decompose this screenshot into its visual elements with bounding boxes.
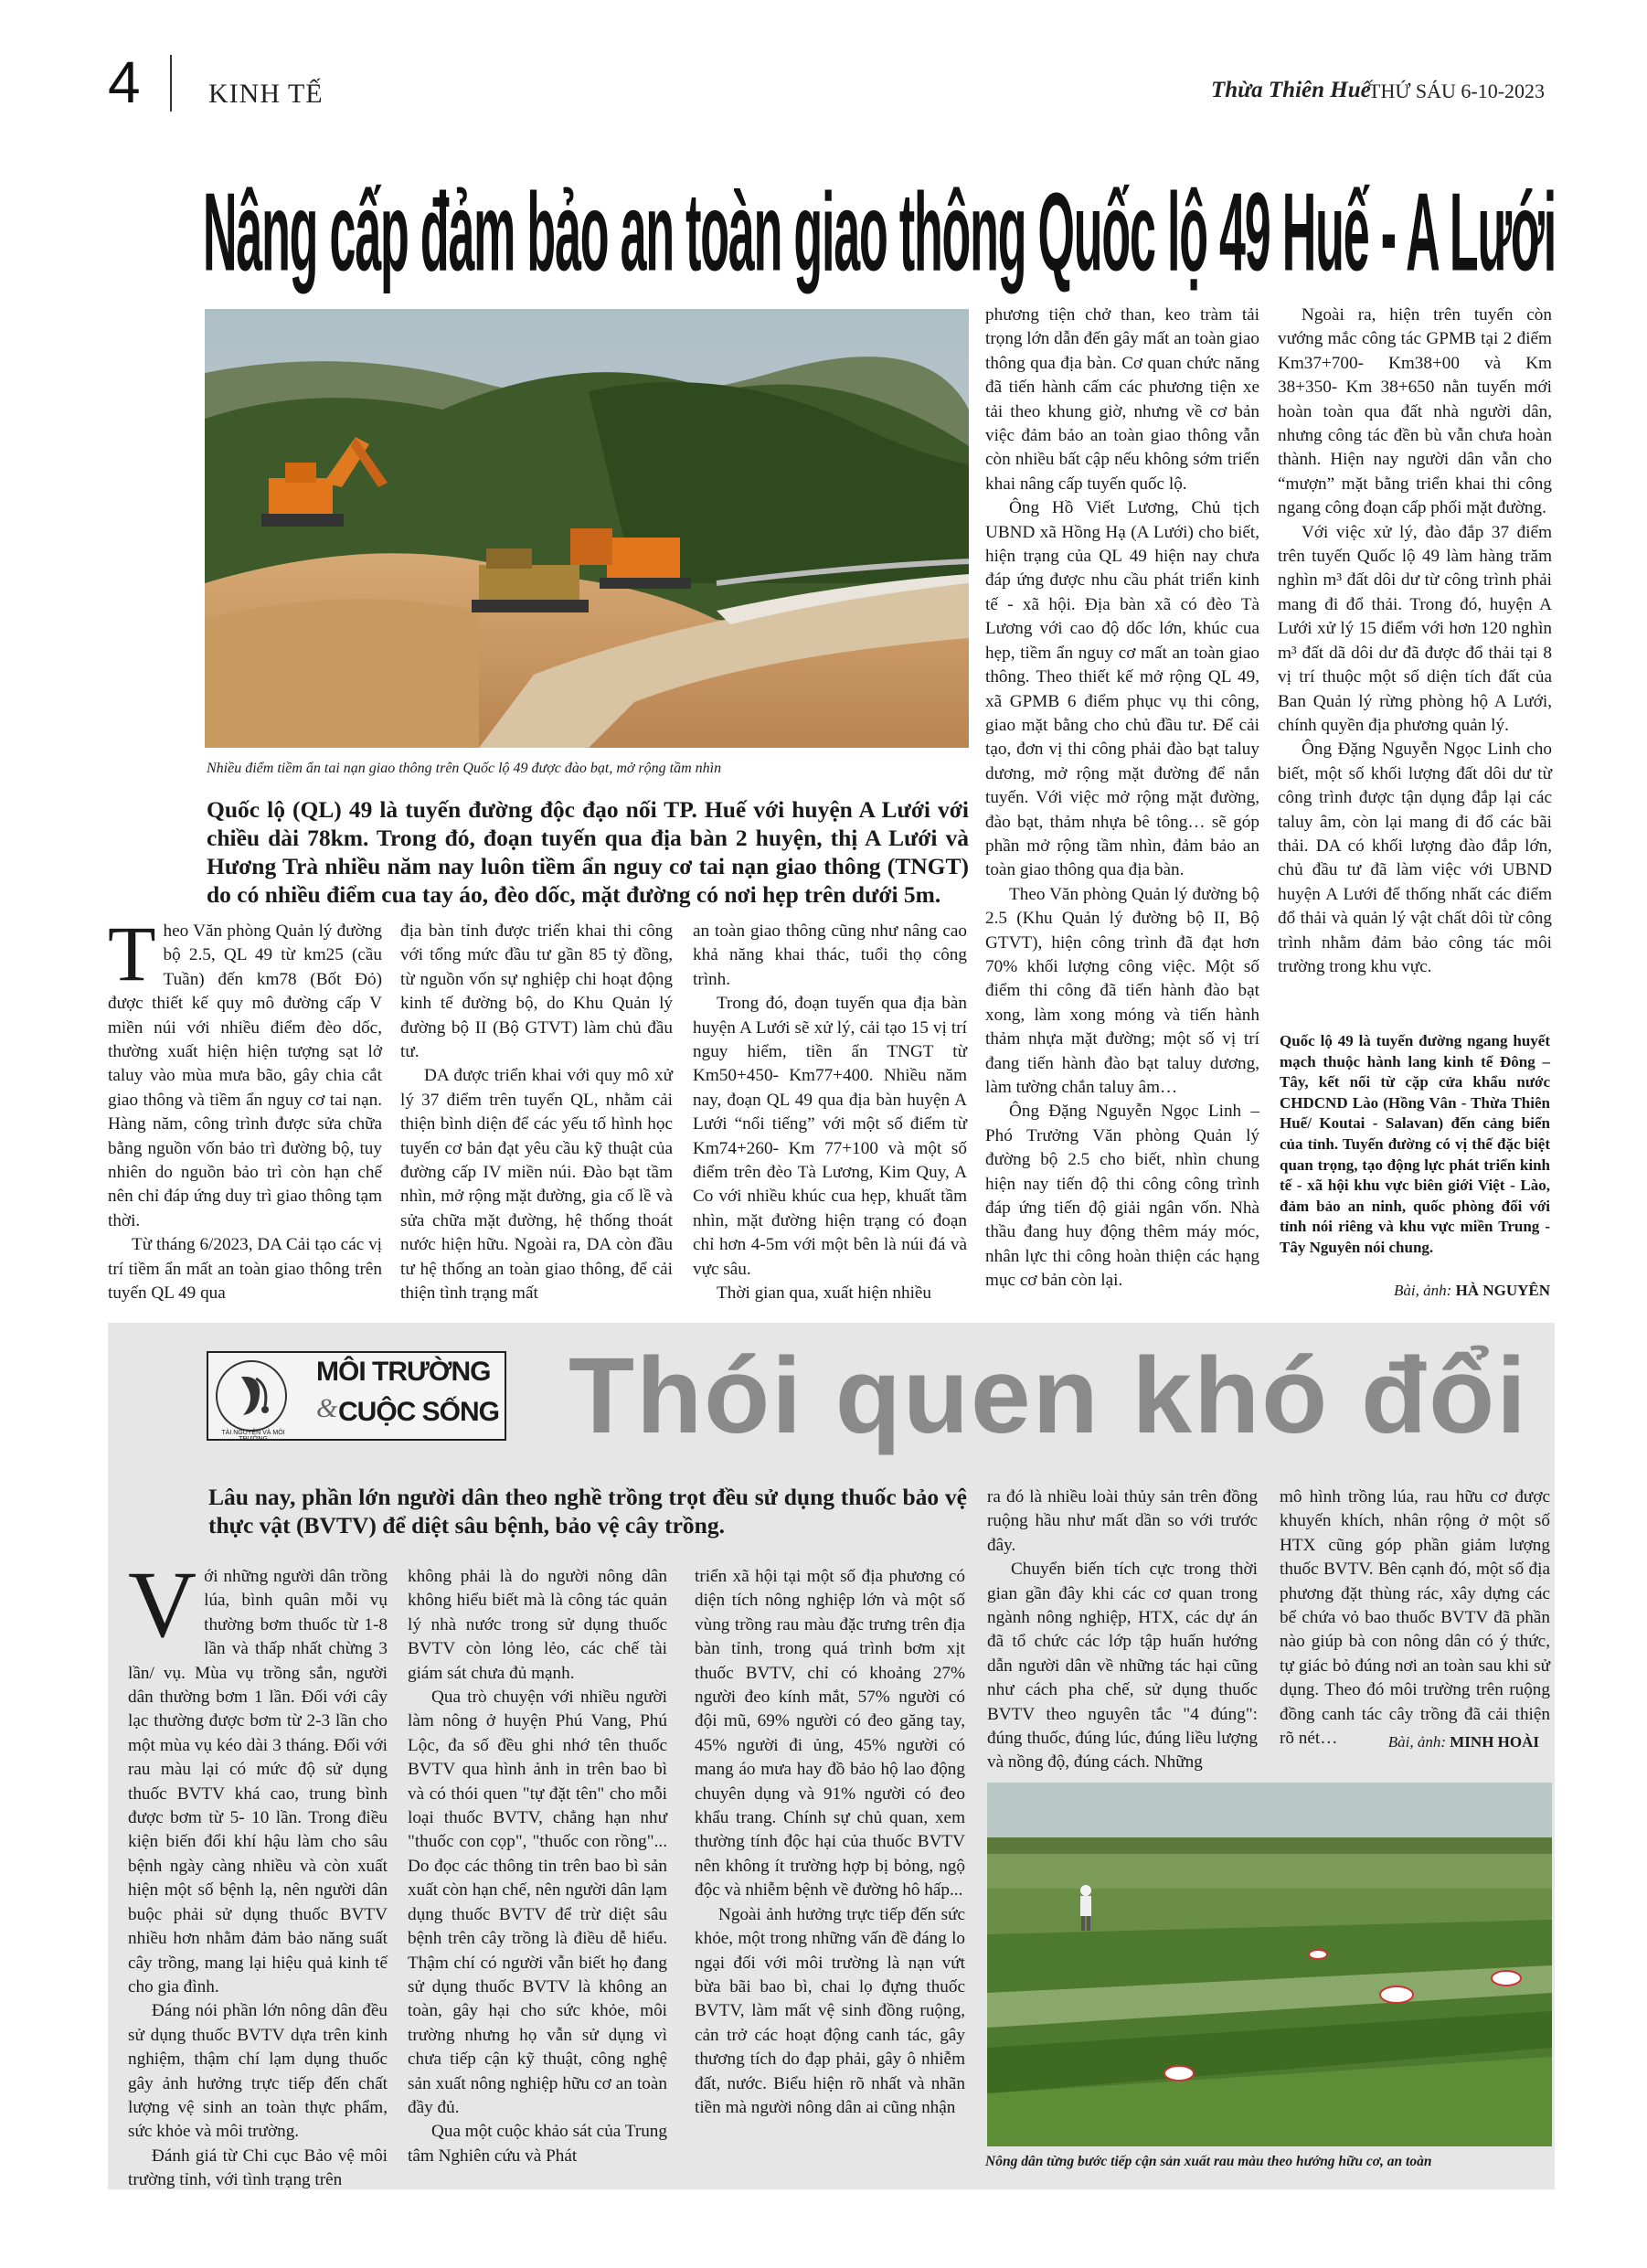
paragraph: Ông Hồ Viết Lương, Chủ tịch UBND xã Hồng Hạ (A Lưới) cho biết, hiện trạng của QL 49 hiện nay chưa đáp ứng được nhu cầu phát triển kinh tế - xã hội. Địa bàn xã có đèo Tà Lương với cao độ dốc lớn, khúc cua hẹp, tiềm ẩn nguy cơ mất an toàn giao thông. Theo thiết kế mở rộng QL 49, xã GPMB 6 điểm phục vụ thi công, giao mặt bằng cho chủ đầu tư. Để cải tạo, đơn vị thi công phải đào bạt taluy dương, mở rộng mặt đường để nắn tuyến. Với việc mở rộng mặt đường, đào bạt, thảm nhựa bê tông… sẽ góp phần mở rộng tầm nhìn, đảm bảo an toàn giao thông qua địa bàn. <box>985 498 1259 880</box>
section-label: KINH TẾ <box>208 79 324 109</box>
article1-headline: Nâng cấp đảm bảo an toàn giao thông Quốc lộ 49 Huế - A Lưới <box>203 168 1556 294</box>
paragraph: Qua một cuộc khảo sát của Trung tâm Nghiên cứu và Phát <box>408 2122 667 2166</box>
paragraph: Ngoài ra, hiện trên tuyến còn vướng mắc công tác GPMB tại 2 điểm Km37+700- Km38+00 và Km 38+350- Km 38+650 nằn tuyến mới hoàn toàn qua đất nhà người dân, nhưng công tác đền bù vẫn chưa hoàn thành. Hiện nay người dân vẫn cho “mượn” mặt bằng triển khai thi công ngang công đoạn cấp phối mặt đường. <box>1278 305 1552 518</box>
article1-col-5 <box>1278 303 1552 979</box>
paragraph: triển xã hội tại một số địa phương có diện tích nông nghiệp lớn và một số vùng trồng rau màu đặc trưng trên địa bàn tỉnh, trong quá trình bơm xịt thuốc BVTV, chỉ có khoảng 27% người đeo kính mắt, 57% người có đội mũ, 69% người có đeo găng tay, 45% người đi ủng, 45% người có mang áo mưa hay đồ bảo hộ lao động chuyên dụng và 91% người có đeo khẩu trang. Chính sự chủ quan, xem thường tính độc hại của thuốc BVTV nên không ít trường hợp bị bỏng, ngộ độc và nhiễm bệnh về đường hô hấp... <box>695 1567 965 1901</box>
article1-col-1 <box>108 910 382 1306</box>
article1-photo <box>205 309 969 748</box>
paragraph: Ngoài ảnh hưởng trực tiếp đến sức khỏe, một trong những vấn đề đáng lo ngại đối với môi trường là nạn vứt bừa bãi bao bì, chai lọ đựng thuốc BVTV, làm mất vệ sinh đồng ruộng, cản trở các hoạt động canh tác, gây thương tích do đạp phải, gây ô nhiễm đất, nước. Biểu hiện rõ nhất và nhãn tiền mà người nông dân ai cũng nhận <box>695 1904 965 2117</box>
environment-logo <box>207 1351 506 1441</box>
paragraph: heo Văn phòng Quản lý đường bộ 2.5, QL 49 từ km25 (cầu Tuần) đến km78 (Bốt Đỏ) được thiết kế quy mô đường cấp V miền núi với nhiều điểm đèo dốc, thường xuất hiện hiện tượng sạt lở taluy vào mùa mưa bão, gây chia cắt giao thông và tiềm ẩn nguy cơ tai nạn. Hàng năm, công trình được sửa chữa bằng nguồn vốn bảo trì đường bộ, tuy nhiên do nguồn bảo trì còn hạn chế nên chỉ đáp ứng duy trì giao thông tạm thời. <box>108 921 382 1230</box>
article2-photo-caption: Nông dân từng bước tiếp cận sản xuất rau màu theo hướng hữu cơ, an toàn <box>985 2154 1432 2169</box>
article1-headline-box <box>203 163 1556 294</box>
article1-lead: Quốc lộ (QL) 49 là tuyến đường độc đạo nối TP. Huế với huyện A Lưới với chiều dài 78km. Trong đó, đoạn tuyến qua địa bàn 2 huyện, thị A Lưới và Hương Trà nhiều năm nay luôn tiềm ẩn nguy cơ tai nạn giao thông (TNGT) do có nhiều điểm cua tay áo, đèo dốc, mặt đường có nơi hẹp trên dưới 5m. <box>207 796 969 908</box>
paragraph: Từ tháng 6/2023, DA Cải tạo các vị trí tiềm ẩn mất an toàn giao thông trên tuyến QL 49 qua <box>108 1235 382 1304</box>
paragraph: Chuyển biến tích cực trong thời gian gần đây khi các cơ quan trong ngành nông nghiệp, HTX, các dự án đã tổ chức các lớp tập huấn hướng dẫn người dân về những tác hại cũng như cách pha chế, sử dụng thuốc BVTV theo nguyên tắc "4 đúng": đúng thuốc, đúng lúc, đúng liều lượng và nồng độ, đúng cách. Những <box>987 1560 1258 1773</box>
dropcap-t: T <box>108 910 156 997</box>
article1-byline <box>1280 1282 1550 1300</box>
paragraph: Ông Đặng Nguyễn Ngọc Linh cho biết, một số khối lượng đất dôi dư từ công trình được tận dụng đắp lại các taluy âm, còn lại mang đi đổ các bãi thải. DA có khối lượng đào đắp lớn, chủ đầu tư đã làm việc với UBND huyện A Lưới để thống nhất các điểm đổ thải và quản lý vật chất dôi từ công trình nhằm đảm bảo công tác môi trường trong khu vực. <box>1278 740 1552 976</box>
article1-col-3 <box>693 920 967 1306</box>
paragraph: Trong đó, đoạn tuyến qua địa bàn huyện A Lưới sẽ xử lý, cải tạo 15 vị trí nguy hiểm, tiền ẩn TNGT từ Km50+450- Km77+400. Nhiều năm nay, đoạn QL 49 qua địa bàn huyện A Lưới “nổi tiếng” với một số điểm từ Km74+260- Km 77+100 và một số điểm trên đèo Tà Lương, Kim Quy, A Co với nhiều khúc cua hẹp, khuất tầm nhìn, mặt đường hiện trạng có đoạn chỉ hơn 4-5m với một bên là núi đá và vực sâu. <box>693 994 967 1279</box>
paragraph: không phải là do người nông dân không hiểu biết mà là công tác quản lý nhà nước trong sử dụng thuốc BVTV còn lỏng lẻo, các chế tài giám sát chưa đủ mạnh. <box>408 1567 667 1683</box>
paragraph: mô hình trồng lúa, rau hữu cơ được khuyến khích, nhân rộng ở một số HTX cũng góp phần giảm lượng thuốc BVTV. Bên cạnh đó, một số địa phương đặt thùng rác, xây dựng các bể chứa vỏ bao thuốc BVTV đã phần nào giúp bà con nông dân có ý thức, tự giác bỏ đúng nơi an toàn sau khi sử dụng. Theo đó môi trường trên ruộng đồng canh tác cây trồng đã cải thiện rõ nét… <box>1280 1487 1550 1749</box>
article2-photo <box>987 1783 1552 2146</box>
paragraph: DA được triển khai với quy mô xử lý 37 điểm trên tuyến QL, nhằm cải thiện bình diện để các yếu tố hình học tuyến cơ bản đạt yêu cầu kỹ thuật của đường cấp IV miền núi. Đào bạt tầm nhìn, mở rộng mặt đường, gia cố lề và sửa chữa mặt đường, hệ thống thoát nước hiện hữu. Ngoài ra, DA còn đầu tư hệ thống an toàn giao thông, để cải thiện tình trạng mất <box>400 1066 673 1304</box>
paragraph: an toàn giao thông cũng như nâng cao khả năng khai thác, tuổi thọ công trình. <box>693 921 967 989</box>
byline-name: HÀ NGUYÊN <box>1455 1282 1550 1299</box>
article2-headline: Thói quen khó đổi <box>568 1336 1528 1456</box>
paragraph: Thời gian qua, xuất hiện nhiều <box>717 1283 932 1304</box>
paragraph: ra đó là nhiều loài thủy sản trên đồng ruộng hầu như mất dần so với trước đây. <box>987 1487 1258 1555</box>
paragraph: ới những người dân trồng lúa, bình quân mỗi vụ thường bơm thuốc từ 1-8 lần và thấp nhất chừng 3 lần/ vụ. Mùa vụ trồng sắn, người dân thường bơm 1 lần. Đối với cây lạc thường được bơm từ 2-3 lần cho một mùa vụ kéo dài 3 tháng. Đối với rau màu lại có mức độ sử dụng thuốc BVTV khá cao, trung bình được bơm từ 5- 10 lần. Trong điều kiện biến đổi khí hậu làm cho sâu bệnh ngày càng nhiều và còn xuất hiện một số bệnh lạ, nên người dân buộc phải sử dụng thuốc BVTV nhiều hơn nhằm đảm bảo năng suất cây trồng, mang lại hiệu quả kinh tế cho gia đình. <box>128 1567 388 1996</box>
paragraph: Đáng nói phần lớn nông dân đều sử dụng thuốc BVTV dựa trên kinh nghiệm, thậm chí lạm dụng thuốc gây ảnh hưởng trực tiếp đến chất lượng vệ sinh an toàn thực phẩm, sức khỏe và môi trường. <box>128 2001 388 2142</box>
paragraph: Với việc xử lý, đào đắp 37 điểm trên tuyến Quốc lộ 49 làm hàng trăm nghìn m³ đất dôi dư từ công trình phải mang đi đổ thải. Trong đó, huyện A Lưới xử lý 15 điểm với hơn 120 nghìn m³ đất dã dôi dư đã được đổ thải tại 8 vị trí thuộc một số diện tích đất của Ban Quản lý rừng phòng hộ A Lưới, chính quyền địa phương quản lý. <box>1278 522 1552 735</box>
article1-note-box <box>1280 1031 1550 1259</box>
logo-circle-text: TÀI NGUYÊN VÀ MÔI TRƯỜNG <box>221 1430 285 1443</box>
byline-label: Bài, ảnh: <box>1394 1282 1452 1299</box>
paragraph: phương tiện chở than, keo tràm tải trọng lớn dẫn đến gây mất an toàn giao thông qua địa bàn. Cơ quan chức năng đã tiến hành cấm các phương tiện xe tải theo khung giờ, nhưng về cơ bản việc đảm bảo an toàn giao thông vẫn còn nhiều bất cập nếu không sớm triển khai nâng cấp tuyến quốc lộ. <box>985 305 1260 494</box>
article2-col-1 <box>128 1552 388 2193</box>
article1-col-4 <box>985 303 1259 1294</box>
article1-photo-caption: Nhiều điểm tiềm ẩn tai nạn giao thông trên Quốc lộ 49 được đào bạt, mở rộng tầm nhìn <box>207 761 722 776</box>
article2-col-3 <box>695 1565 965 2120</box>
logo-ampersand: & <box>316 1393 338 1423</box>
paragraph: Qua trò chuyện với nhiều người làm nông ở huyện Phú Vang, Phú Lộc, đa số đều ghi nhớ tên thuốc BVTV qua hình ảnh in trên bao bì và có thói quen "tự đặt tên" cho mỗi loại thuốc BVTV, chẳng hạn như "thuốc con cọp", "thuốc con rồng"... Do đọc các thông tin trên bao bì sản xuất còn hạn chế, nên người dân lạm dụng thuốc BVTV để trừ diệt sâu bệnh trên cây trồng là điều dễ hiểu. Thậm chí có người vẫn biết họ đang sử dụng thuốc BVTV là không an toàn, gây hại cho sức khỏe, môi trường nhưng họ vẫn sử dụng vì chưa tiếp cận kỹ thuật, công nghệ sản xuất nông nghiệp hữu cơ an toàn đầy đủ. <box>408 1688 667 2117</box>
byline-label: Bài, ảnh: <box>1387 1733 1446 1751</box>
article2-lead: Lâu nay, phần lớn người dân theo nghề trồng trọt đều sử dụng thuốc bảo vệ thực vật (BVTV) để diệt sâu bệnh, bảo vệ cây trồng. <box>208 1484 967 1539</box>
leaf-globe-icon <box>214 1358 289 1433</box>
byline-name: MINH HOÀI <box>1450 1733 1539 1751</box>
logo-line-2: CUỘC SỐNG <box>338 1397 500 1427</box>
issue-date: THỨ SÁU 6-10-2023 <box>1368 80 1546 102</box>
article1-col-2 <box>400 920 673 1306</box>
header-divider <box>170 55 172 112</box>
paragraph: Theo Văn phòng Quản lý đường bộ 2.5 (Khu Quản lý đường bộ II, Bộ GTVT), hiện công trình đã đạt hơn 70% khối lượng công việc. Một số điểm thi công đã tiến hành đào bạt xong, làm xong móng và tiến hành thảm nhựa mặt đường; một số vị trí đang tiến hành đào bạt taluy dương, làm tường chắn taluy âm… <box>985 884 1259 1097</box>
article2-col-2 <box>408 1565 667 2168</box>
logo-line-1: MÔI TRƯỜNG <box>316 1357 491 1387</box>
page-number: 4 <box>108 49 141 115</box>
paragraph: địa bàn tỉnh được triển khai thi công với tổng mức đầu tư gần 85 tỷ đồng, từ nguồn vốn sự nghiệp chi hoạt động kinh tế đường bộ, do Khu Quản lý đường bộ II (Bộ GTVT) làm chủ đầu tư. <box>400 921 673 1062</box>
paragraph: Đánh giá từ Chi cục Bảo vệ môi trường tỉnh, với tình trạng trên <box>128 2146 388 2190</box>
paper-name: Thừa Thiên Huế <box>1211 78 1371 102</box>
vegetable-field-photo <box>987 1783 1552 2146</box>
article2-col-5 <box>1280 1485 1550 1751</box>
excavator-road-photo <box>205 309 969 748</box>
dropcap-v: V <box>128 1552 197 1657</box>
article1-note: Quốc lộ 49 là tuyến đường ngang huyết mạch thuộc hành lang kinh tế Đông – Tây, kết nối từ cặp cửa khẩu nước CHDCND Lào (Hồng Vân - Thừa Thiên Huế/ Koutai - Salavan) đến cảng biển của tỉnh. Tuyến đường có vị thế đặc biệt quan trọng, tạo động lực phát triển kinh tế - xã hội khu vực biên giới Việt - Lào, đảm bảo an ninh, quốc phòng đối với tỉnh nói riêng và khu vực miền Trung - Tây Nguyên nói chung. <box>1280 1032 1550 1256</box>
article2-byline <box>1280 1733 1539 1752</box>
paragraph: Ông Đặng Nguyễn Ngọc Linh – Phó Trưởng Văn phòng Quản lý đường bộ 2.5 cho biết, nhìn chung hiện nay tiến độ thi công công trình đáp ứng tiến độ giải ngân vốn. Nhà thầu đang huy động thêm máy móc, nhân lực thi công hoàn thiện các hạng mục cơ bản còn lại. <box>985 1102 1259 1291</box>
article2-col-4 <box>987 1485 1258 1775</box>
